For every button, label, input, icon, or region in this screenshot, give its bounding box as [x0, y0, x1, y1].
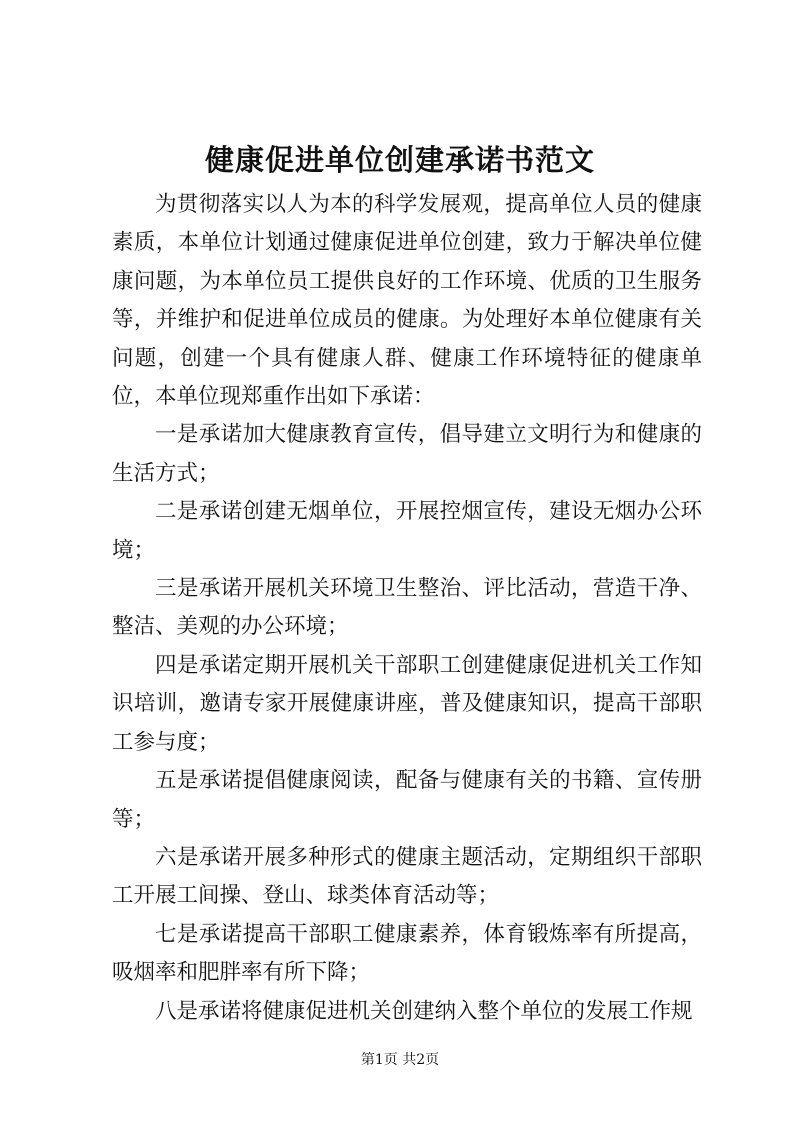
paragraph-item-1: 一是承诺加大健康教育宣传，倡导建立文明行为和健康的生活方式； [112, 422, 702, 486]
paragraph-item-6: 六是承诺开展多种形式的健康主题活动，定期组织干部职工开展工间操、登山、球类体育活动等； [112, 844, 702, 909]
paragraph-item-2: 二是承诺创建无烟单位，开展控烟宣传，建设无烟办公环境； [112, 499, 702, 563]
paragraph-item-7: 七是承诺提高干部职工健康素养，体育锻炼率有所提高，吸烟率和肥胖率有所下降； [112, 921, 702, 986]
paragraph-item-3: 三是承诺开展机关环境卫生整治、评比活动，营造干净、整洁、美观的办公环境； [112, 576, 702, 640]
paragraph-intro: 为贯彻落实以人为本的科学发展观，提高单位人员的健康素质，本单位计划通过健康促进单位创建，致力于解决单位健康问题，为本单位员工提供良好的工作环境、优质的卫生服务等，并维护和促进单位成员的健康。为处理好本单位健康有关问题，创建一个具有健康人群、健康工作环境特征的健康单位，本单位现郑重作出如下承诺： [112, 192, 702, 410]
paragraph-item-8: 八是承诺将健康促进机关创建纳入整个单位的发展工作规 [155, 998, 693, 1024]
page-number-footer: 第1页 共2页 [360, 1052, 440, 1068]
paragraph-item-5: 五是承诺提倡健康阅读，配备与健康有关的书籍、宣传册等； [112, 768, 702, 832]
document-title: 健康促进单位创建承诺书范文 [204, 143, 595, 177]
document-body [112, 186, 702, 1031]
paragraph-item-4: 四是承诺定期开展机关干部职工创建健康促进机关工作知识培训，邀请专家开展健康讲座，普及健康知识，提高干部职工参与度； [112, 652, 702, 755]
